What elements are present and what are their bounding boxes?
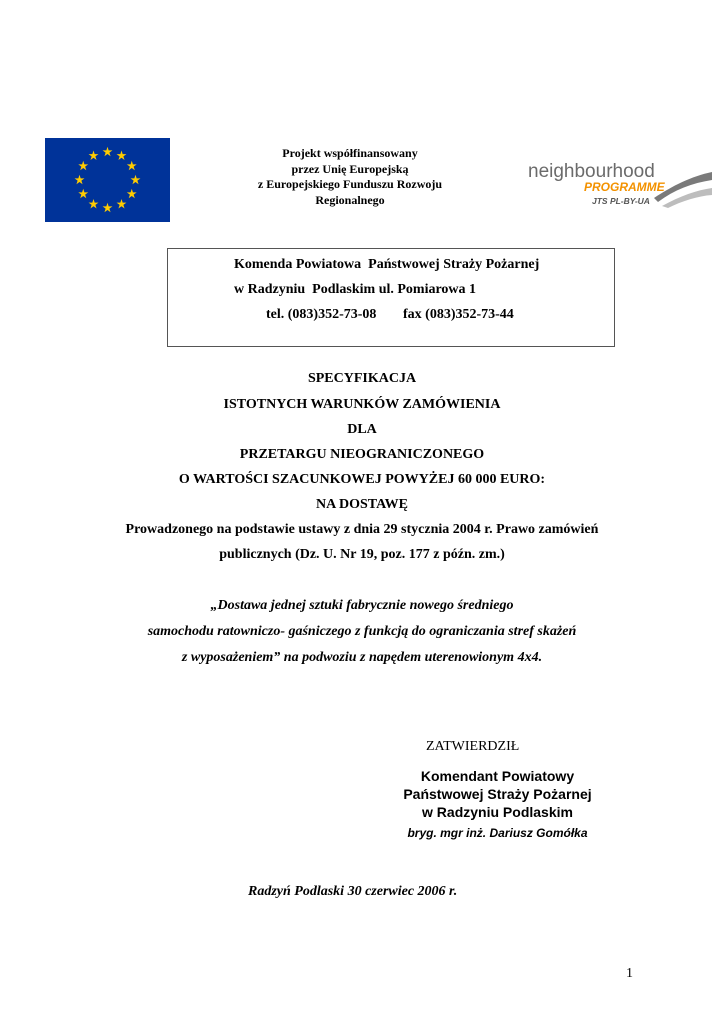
- signer-name: bryg. mgr inż. Dariusz Gomółka: [407, 826, 588, 840]
- title-line: NA DOSTAWĘ: [316, 497, 408, 512]
- title-line: ISTOTNYCH WARUNKÓW ZAMÓWIENIA: [223, 397, 501, 412]
- cofinance-line: Projekt współfinansowany: [282, 146, 418, 160]
- eu-star-icon: [117, 199, 127, 208]
- eu-star-icon: [78, 161, 88, 170]
- place-date: Radzyń Podlaski 30 czerwiec 2006 r.: [248, 884, 458, 899]
- approved-label: ZATWIERDZIŁ: [426, 739, 520, 754]
- eu-star-icon: [127, 189, 137, 198]
- legal-basis-line: publicznych (Dz. U. Nr 19, poz. 177 z późn. zm.): [219, 547, 505, 562]
- title-line: SPECYFIKACJA: [307, 371, 417, 386]
- institution-fax: fax (083)352-73-44: [403, 307, 514, 322]
- subject-line: samochodu ratowniczo- gaśniczego z funkcją do ograniczania stref skażeń: [147, 624, 577, 639]
- approver-title-line: w Radzyniu Podlaskim: [422, 804, 573, 820]
- institution-phone: tel. (083)352-73-08: [266, 307, 377, 322]
- institution-box: [167, 248, 615, 347]
- approver-title-line: Państwowej Straży Pożarnej: [403, 786, 592, 802]
- cofinance-line: Regionalnego: [315, 192, 385, 207]
- approver-title-line: Komendant Powiatowy: [420, 768, 575, 784]
- neighbourhood-programme-logo: [522, 150, 714, 220]
- title-line: DLA: [347, 422, 377, 437]
- title-line: PRZETARGU NIEOGRANICZONEGO: [239, 447, 485, 462]
- logo-programme: PROGRAMME: [584, 180, 665, 194]
- cofinance-note: [200, 146, 500, 208]
- cofinance-line: z Europejskiego Funduszu Rozwoju: [257, 177, 443, 191]
- eu-star-icon: [131, 175, 141, 184]
- institution-address: w Radzyniu Podlaskim ul. Pomiarowa 1: [234, 282, 477, 297]
- eu-flag-icon: [45, 138, 170, 222]
- institution-name: Komenda Powiatowa Państwowej Straży Pożarnej: [234, 257, 540, 272]
- subject-line: z wyposażeniem” na podwoziu z napędem uterenowionym 4x4.: [181, 650, 543, 665]
- page-number: 1: [626, 966, 633, 981]
- eu-star-icon: [103, 147, 113, 156]
- eu-star-icon: [127, 161, 137, 170]
- logo-code: JTS PL-BY-UA: [592, 196, 650, 206]
- title-line: O WARTOŚCI SZACUNKOWEJ POWYŻEJ 60 000 EURO:: [178, 472, 546, 487]
- eu-stars-circle: [45, 138, 170, 222]
- eu-star-icon: [117, 151, 127, 160]
- eu-star-icon: [78, 189, 88, 198]
- eu-star-icon: [89, 151, 99, 160]
- eu-star-icon: [103, 203, 113, 212]
- cofinance-line: przez Unię Europejską: [291, 161, 409, 176]
- legal-basis-line: Prowadzonego na podstawie ustawy z dnia 29 stycznia 2004 r. Prawo zamówień: [125, 522, 599, 537]
- eu-star-icon: [89, 199, 99, 208]
- subject-line: „Dostawa jednej sztuki fabrycznie nowego średniego: [210, 598, 514, 613]
- logo-word: neighbourhood: [528, 161, 655, 182]
- eu-star-icon: [75, 175, 85, 184]
